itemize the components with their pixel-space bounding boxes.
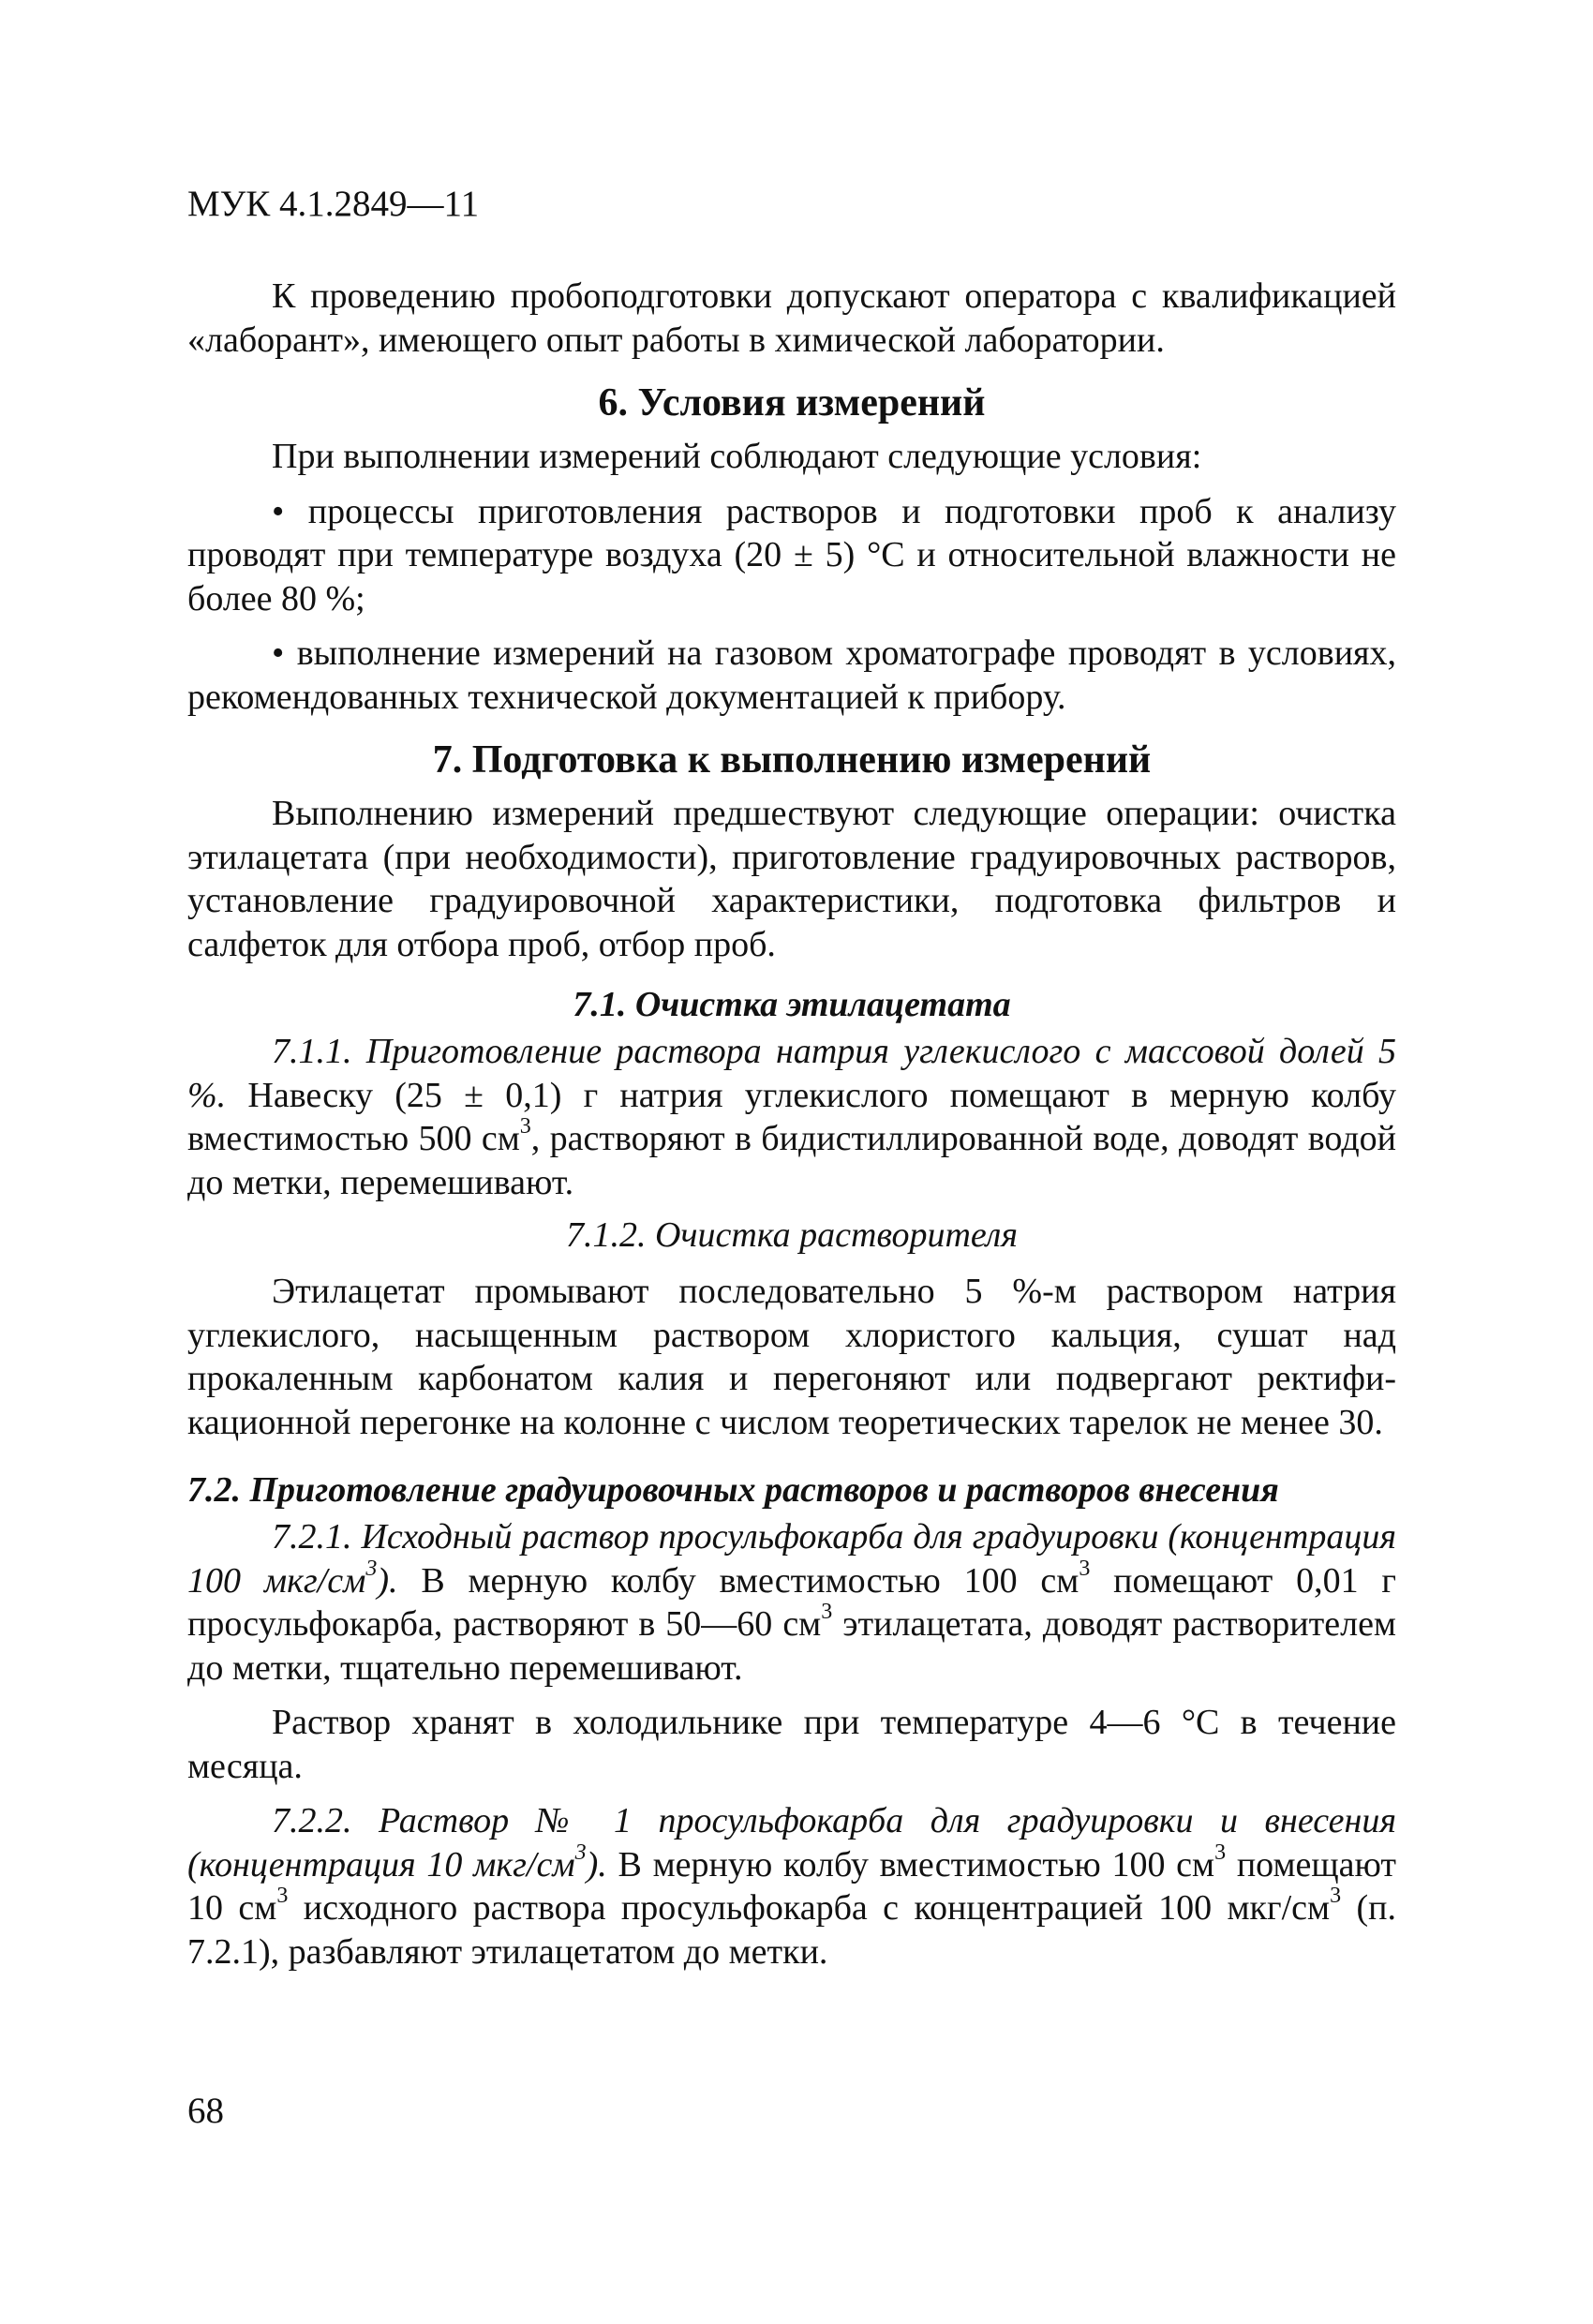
section-7-2-1-body-b: помещают 0,01 г просульфокарба, растворяют в 50—60 см xyxy=(187,1560,1396,1644)
section-6-bullet-1 xyxy=(187,490,1396,621)
section-7-1-1-body-b: , растворяют в бидистиллированной воде, доводят водой до метки, перемешивают. xyxy=(187,1119,1396,1202)
section-7-1-2-heading: 7.1.2. Очистка растворителя xyxy=(565,1215,1019,1255)
superscript: 3 xyxy=(574,1840,587,1865)
section-7-2-1-paragraph xyxy=(187,1515,1396,1690)
bullet-icon: • xyxy=(272,491,285,531)
section-7-2-2-body-b: помещают 10 см xyxy=(187,1844,1396,1928)
superscript: 3 xyxy=(821,1600,833,1625)
section-7-lead: Выполнению измерений предшествуют следующие операции: очистка этилацетата (при необходимости), приготовление градуировочных растворов, установление градуировочной характеристики, подготовка фильтров и салфеток для отбора проб, отбор проб. xyxy=(187,794,1396,964)
bullet-icon: • xyxy=(272,633,285,673)
superscript: 3 xyxy=(1330,1884,1342,1909)
superscript: 3 xyxy=(365,1556,378,1581)
section-7-1-1-heading: 7.1.1. Приготовление раствора натрия углекислого с массовой долей 5 %. xyxy=(187,1032,1396,1115)
section-7-2-1-heading-end: ). xyxy=(377,1560,398,1601)
section-6-title: 6. Условия измерений xyxy=(598,381,986,425)
section-6-bullet-2 xyxy=(187,632,1396,719)
section-7-2-2-body-c: исходного раствора просульфокарба с концентрацией 100 мкг/см xyxy=(288,1888,1331,1928)
section-7-2-1-heading-text: 7.2.1. Исходный раствор просульфокарба для градуировки (концентрация 100 мкг/см xyxy=(187,1517,1396,1601)
section-7-2-1-body-c: этилацетата, доводят растворителем до метки, тщательно перемешивают. xyxy=(187,1604,1396,1688)
document-code-header: МУК 4.1.2849—11 xyxy=(187,184,480,224)
section-7-2-title: 7.2. Приготовление градуировочных растворов и растворов внесения xyxy=(187,1470,1279,1510)
section-7-1-1-body-a: Навеску (25 ± 0,1) г натрия углекислого помещают в мерную колбу вместимостью 500 см xyxy=(187,1075,1396,1158)
section-7-1-1-paragraph xyxy=(187,1030,1396,1204)
superscript: 3 xyxy=(519,1114,531,1140)
section-7-1-title: 7.1. Очистка этилацетата xyxy=(573,985,1011,1024)
storage-paragraph: Раствор хранят в холодильнике при температуре 4—6 °С в течение месяца. xyxy=(187,1703,1396,1786)
superscript: 3 xyxy=(276,1884,289,1909)
section-7-2-2-heading-text: 7.2.2. Раствор № 1 просульфокарба для градуировки и внесения (концентрация 10 мкг/см xyxy=(187,1801,1396,1885)
section-7-2-2-paragraph xyxy=(187,1799,1396,1974)
section-7-1-2-body: Этилацетат промывают последовательно 5 %-м раствором натрия углекислого, насыщенным раствором хлористого кальция, сушат над прокаленным карбонатом калия и перегоняют или подвергают ректификационной перегонке на колонне с числом теоретических тарелок не менее 30. xyxy=(187,1272,1396,1442)
bullet-1-text: процессы приготовления растворов и подготовки проб к анализу проводят при температуре воздуха (20 ± 5) °С и относительной влажности не более 80 %; xyxy=(187,491,1396,618)
section-7-2-2-body-a: В мерную колбу вместимостью 100 см xyxy=(606,1844,1215,1885)
superscript: 3 xyxy=(1079,1556,1091,1581)
section-7-2-1-body-a: В мерную колбу вместимостью 100 см xyxy=(397,1560,1079,1601)
section-7-title: 7. Подготовка к выполнению измерений xyxy=(432,738,1152,782)
page-number: 68 xyxy=(187,2091,224,2131)
section-7-2-2-body-d: (п. 7.2.1), разбавляют этилацетатом до метки. xyxy=(187,1888,1396,1972)
bullet-2-text: выполнение измерений на газовом хроматографе проводят в условиях, рекомендованных технической документацией к прибору. xyxy=(187,633,1397,717)
section-6-lead: При выполнении измерений соблюдают следующие условия: xyxy=(272,437,1202,476)
intro-paragraph: К проведению пробоподготовки допускают оператора с квалификацией «лаборант», имеющего опыт работы в химической лаборатории. xyxy=(187,276,1396,360)
document-page xyxy=(187,183,1396,1974)
superscript: 3 xyxy=(1214,1840,1227,1865)
section-7-2-2-heading-end: ). xyxy=(586,1844,607,1885)
